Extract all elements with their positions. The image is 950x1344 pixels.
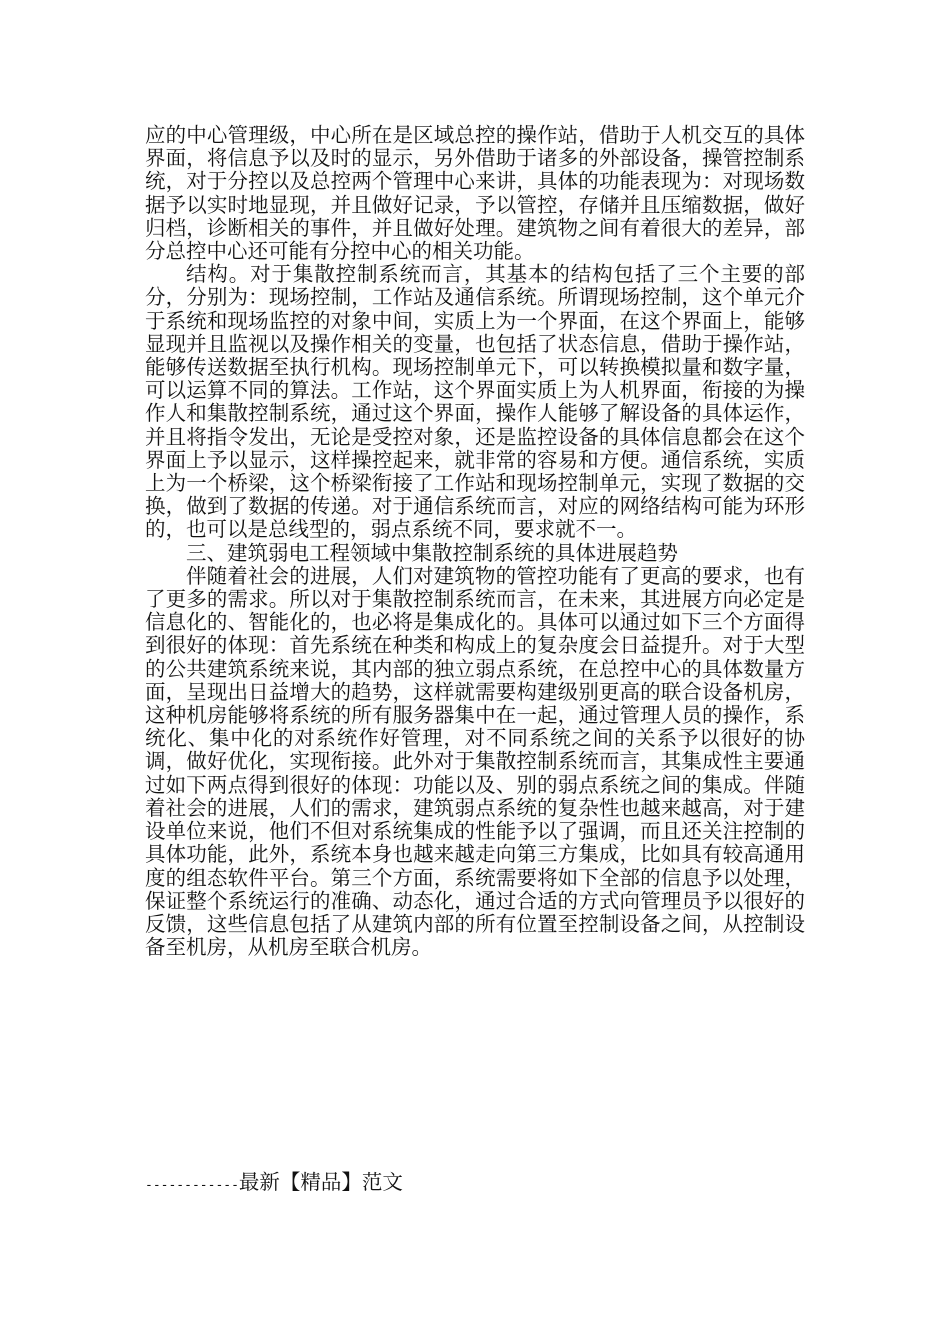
section-heading: 三、建筑弱电工程领域中集散控制系统的具体进展趋势 [186,540,678,565]
document-body [145,124,805,959]
page-footer [145,1170,403,1198]
paragraph-continuation: 应的中心管理级，中心所在是区域总控的操作站，借助于人机交互的具体界面，将信息予以及时的显示，另外借助于诸多的外部设备，操管控制系统，对于分控以及总控两个管理中心来讲，具体的功能表现为：对现场数据予以实时地显现，并且做好记录，予以管控，存储并且压缩数据，做好归档，诊断相关的事件，并且做好处理。建筑物之间有着很大的差异，部分总控中心还可能有分控中心的相关功能。 [145,123,805,264]
footer-dashes: ------------ [145,1178,239,1193]
footer-text: 最新【精品】范文 [238,1170,403,1194]
paragraph-structure: 结构。对于集散控制系统而言，其基本的结构包括了三个主要的部分，分别为：现场控制，工作站及通信系统。所谓现场控制，这个单元介于系统和现场监控的对象中间，实质上为一个界面，在这个界面上，能够显现并且监视以及操作相关的变量，也包括了状态信息，借助于操作站，能够传送数据至执行机构。现场控制单元下，可以转换模拟量和数字量，可以运算不同的算法。工作站，这个界面实质上为人机界面，衔接的为操作人和集散控制系统，通过这个界面，操作人能够了解设备的具体运作，并且将指令发出，无论是受控对象，还是监控设备的具体信息都会在这个界面上予以显示，这样操控起来，就非常的容易和方便。通信系统，实质上为一个桥梁，这个桥梁衔接了工作站和现场控制单元，实现了数据的交换，做到了数据的传递。对于通信系统而言，对应的网络结构可能为环形的，也可以是总线型的，弱点系统不同，要求就不一。 [145,262,805,542]
paragraph-trends: 伴随着社会的进展，人们对建筑物的管控功能有了更高的要求，也有了更多的需求。所以对于集散控制系统而言，在未来，其进展方向必定是信息化的、智能化的，也必将是集成化的。具体可以通过如下三个方面得到很好的体现：首先系统在种类和构成上的复杂度会日益提升。对于大型的公共建筑系统来说，其内部的独立弱点系统，在总控中心的具体数量方面，呈现出日益增大的趋势，这样就需要构建级别更高的联合设备机房，这种机房能够将系统的所有服务器集中在一起，通过管理人员的操作，系统化、集中化的对系统作好管理，对不同系统之间的关系予以很好的协调，做好优化，实现衔接。此外对于集散控制系统而言，其集成性主要通过如下两点得到很好的体现：功能以及、别的弱点系统之间的集成。伴随着社会的进展，人们的需求，建筑弱点系统的复杂性也越来越高，对于建设单位来说，他们不但对系统集成的性能予以了强调，而且还关注控制的具体功能，此外，系统本身也越来越走向第三方集成，比如具有较高通用度的组态软件平台。第三个方面，系统需要将如下全部的信息予以处理，保证整个系统运行的准确、动态化，通过合适的方式向管理员予以很好的反馈，这些信息包括了从建筑内部的所有位置至控制设备之间，从控制设备至机房，从机房至联合机房。 [145,563,805,960]
